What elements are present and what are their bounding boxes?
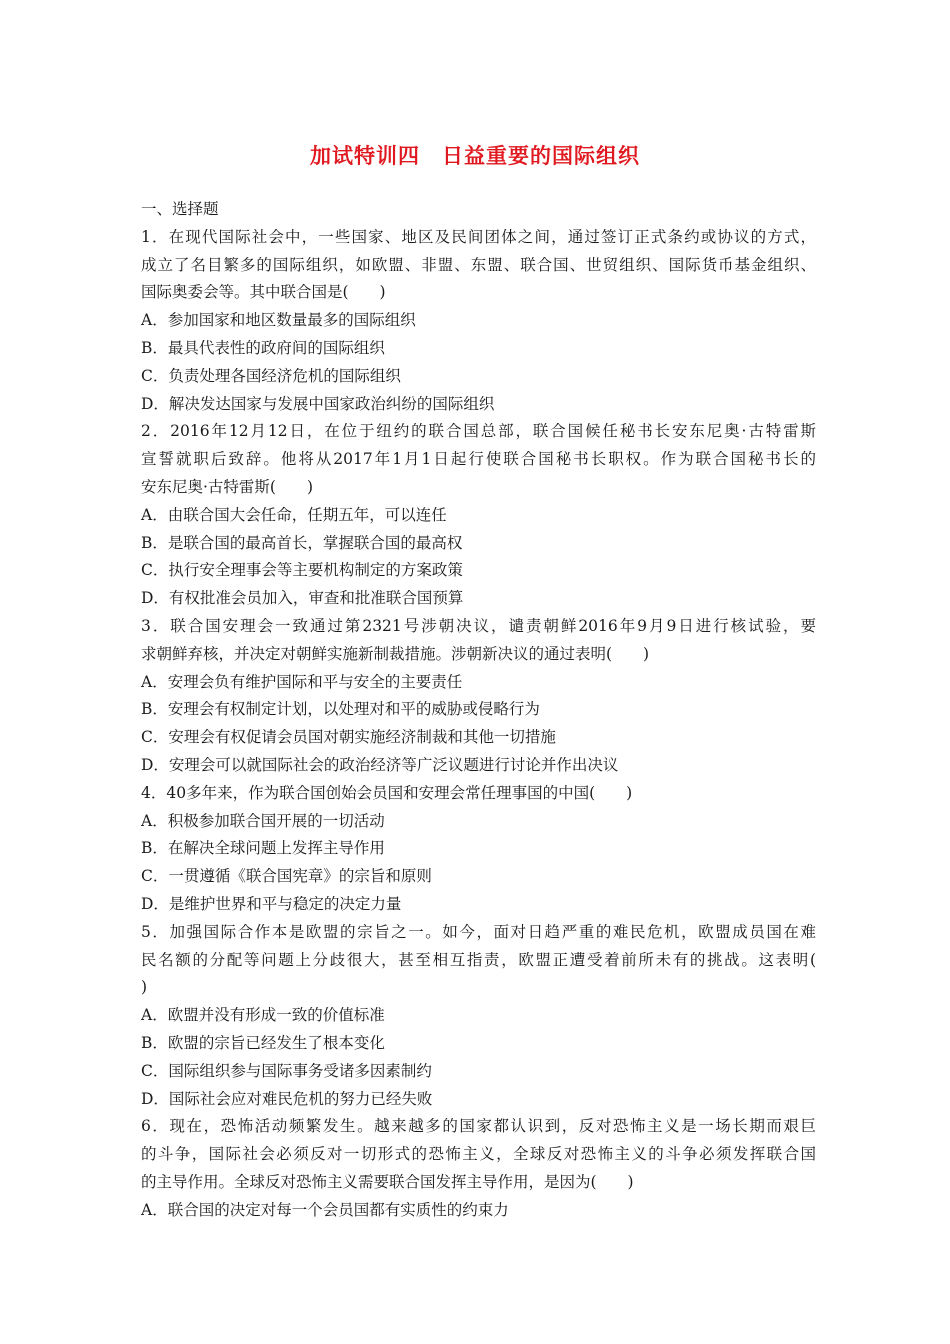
option-c[interactable]: C．一贯遵循《联合国宪章》的宗旨和原则 [141,867,432,886]
option-b[interactable]: B．在解决全球问题上发挥主导作用 [141,839,385,858]
option-a[interactable]: A．联合国的决定对每一个会员国都有实质性的约束力 [141,1200,509,1219]
question-stem-line: 的斗争，国际社会必须反对一切形式的恐怖主义，全球反对恐怖主义的斗争必须发挥联合国 [141,1145,816,1164]
question-list [141,196,816,1224]
page-title: 加试特训四 日益重要的国际组织 [310,144,640,168]
question-stem-line: 成立了名目繁多的国际组织，如欧盟、非盟、东盟、联合国、世贸组织、国际货币基金组织、 [141,255,816,274]
option-c[interactable]: C．国际组织参与国际事务受诸多因素制约 [141,1061,432,1080]
question-stem-line: 1．在现代国际社会中，一些国家、地区及民间团体之间，通过签订正式条约或协议的方式， [141,227,816,246]
option-a[interactable]: A．由联合国大会任命，任期五年，可以连任 [141,505,447,524]
question-stem-line: 2．2016年12月12日，在位于纽约的联合国总部，联合国候任秘书长安东尼奥·古特雷斯 [141,422,816,441]
section-heading: 一、选择题 [141,200,219,218]
question-stem-line: 3．联合国安理会一致通过第2321号涉朝决议，谴责朝鲜2016年9月9日进行核试验，要 [141,616,816,635]
question-stem-line: 求朝鲜弃核，并决定对朝鲜实施新制裁措施。涉朝新决议的通过表明( ) [141,644,650,663]
question-5 [141,919,816,1114]
option-d[interactable]: D．是维护世界和平与稳定的决定力量 [141,894,402,913]
option-b[interactable]: B．欧盟的宗旨已经发生了根本变化 [141,1033,385,1052]
option-d[interactable]: D．有权批准会员加入，审查和批准联合国预算 [141,589,464,608]
option-a[interactable]: A．安理会负有维护国际和平与安全的主要责任 [141,672,463,691]
option-b[interactable]: B．最具代表性的政府间的国际组织 [141,338,385,357]
question-stem-line: 宣誓就职后致辞。他将从2017年1月1日起行使联合国秘书长职权。作为联合国秘书长的 [141,450,816,469]
question-stem-line: 安东尼奥·古特雷斯( ) [141,477,314,496]
question-3 [141,613,816,780]
option-a[interactable]: A．积极参加联合国开展的一切活动 [141,811,385,830]
option-a[interactable]: A．参加国家和地区数量最多的国际组织 [141,311,416,330]
question-4 [141,780,816,919]
option-d[interactable]: D．安理会可以就国际社会的政治经济等广泛议题进行讨论并作出决议 [141,755,619,774]
question-6 [141,1113,816,1224]
option-c[interactable]: C．负责处理各国经济危机的国际组织 [141,366,401,385]
question-stem-line: 6．现在，恐怖活动频繁发生。越来越多的国家都认识到，反对恐怖主义是一场长期而艰巨 [141,1117,816,1136]
option-d[interactable]: D．解决发达国家与发展中国家政治纠纷的国际组织 [141,394,495,413]
option-a[interactable]: A．欧盟并没有形成一致的价值标准 [141,1006,385,1025]
option-c[interactable]: C．安理会有权促请会员国对朝实施经济制裁和其他一切措施 [141,728,556,747]
question-stem-line: 5．加强国际合作本是欧盟的宗旨之一。如今，面对日趋严重的难民危机，欧盟成员国在难 [141,922,816,941]
option-c[interactable]: C．执行安全理事会等主要机构制定的方案政策 [141,561,463,580]
question-stem-line: 4．40多年来，作为联合国创始会员国和安理会常任理事国的中国( ) [141,783,633,802]
option-b[interactable]: B．是联合国的最高首长，掌握联合国的最高权 [141,533,463,552]
question-stem-line: 的主导作用。全球反对恐怖主义需要联合国发挥主导作用，是因为( ) [141,1172,634,1191]
option-d[interactable]: D．国际社会应对难民危机的努力已经失败 [141,1089,433,1108]
question-stem-line: 民名额的分配等问题上分歧很大，甚至相互指责，欧盟正遭受着前所未有的挑战。这表明( [141,950,816,969]
question-stem-line: 国际奥委会等。其中联合国是( ) [141,283,386,302]
question-2 [141,418,816,613]
question-1 [141,224,816,419]
question-stem-line: ) [141,978,148,997]
option-b[interactable]: B．安理会有权制定计划，以处理对和平的威胁或侵略行为 [141,700,540,719]
